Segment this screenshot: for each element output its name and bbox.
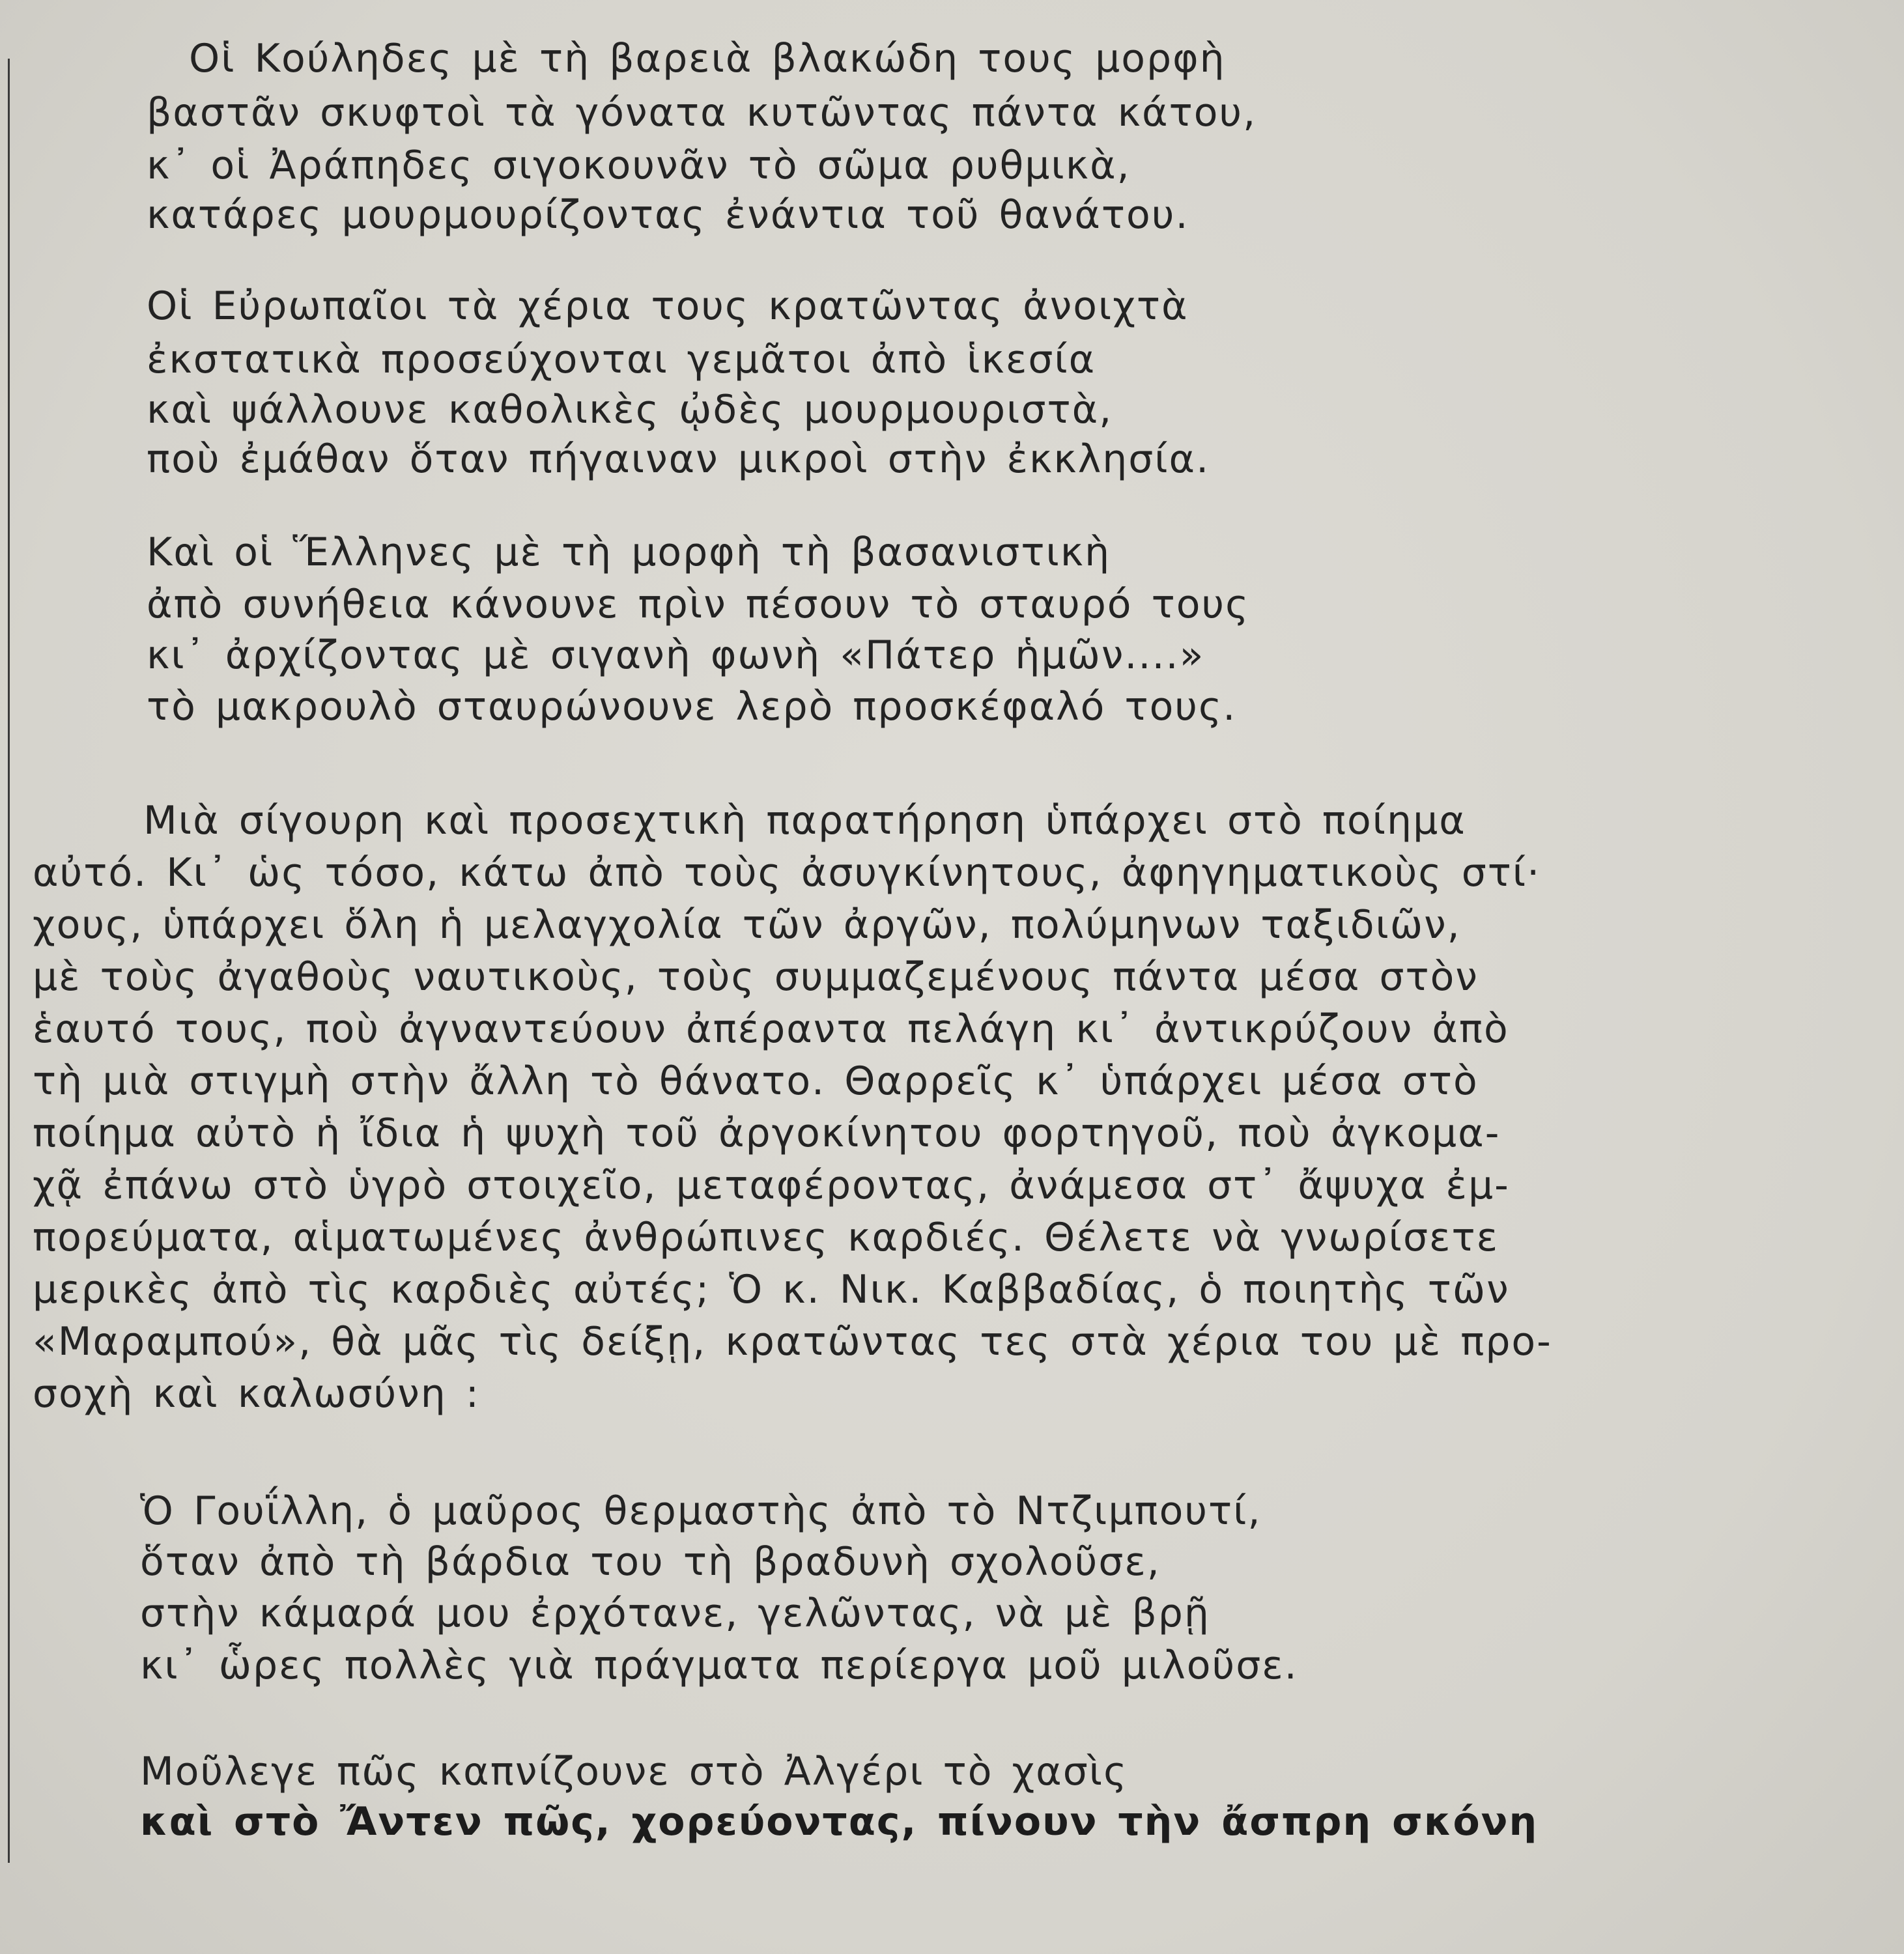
prose-line-2: αὐτό. Κι᾽ ὡς τόσο, κάτω ἀπὸ τοὺς ἀσυγκίνητους, ἀφηγηματικοὺς στί·: [33, 850, 1541, 896]
stanza-1-line-1: Οἱ Κούληδες μὲ τὴ βαρειὰ βλακώδη τους μορφὴ: [189, 36, 1226, 81]
stanza-3-line-1: Καὶ οἱ Ἕλληνες μὲ τὴ μορφὴ τὴ βασανιστικὴ: [147, 530, 1111, 575]
stanza-4-line-2: ὅταν ἀπὸ τὴ βάρδια του τὴ βραδυνὴ σχολοῦσε,: [140, 1539, 1161, 1585]
prose-line-12: σοχὴ καὶ καλωσύνη :: [33, 1371, 481, 1417]
prose-line-5: ἑαυτό τους, ποὺ ἀγναντεύουν ἀπέραντα πελάγη κι᾽ ἀντικρύζουν ἀπὸ: [33, 1006, 1509, 1052]
stanza-5-line-2: καὶ στὸ Ἄντεν πῶς, χορεύοντας, πίνουν τὴν ἄσπρη σκόνη: [140, 1799, 1539, 1845]
stanza-3-line-4: τὸ μακρουλὸ σταυρώνουνε λερὸ προσκέφαλό τους.: [147, 684, 1237, 729]
stanza-4-line-1: Ὁ Γουΐλλη, ὁ μαῦρος θερμαστὴς ἀπὸ τὸ Ντζιμπουτί,: [140, 1488, 1262, 1534]
stanza-4-line-3: στὴν κάμαρά μου ἐρχότανε, γελῶντας, νὰ μὲ βρῇ: [140, 1591, 1210, 1636]
stanza-5-line-1: Μοῦλεγε πῶς καπνίζουνε στὸ Ἀλγέρι τὸ χασὶς: [140, 1749, 1128, 1794]
prose-line-6: τὴ μιὰ στιγμὴ στὴν ἄλλη τὸ θάνατο. Θαρρεῖς κ᾽ ὑπάρχει μέσα στὸ: [33, 1058, 1479, 1104]
stanza-1-line-2: βαστᾶν σκυφτοὶ τὰ γόνατα κυτῶντας πάντα κάτου,: [147, 90, 1257, 135]
prose-line-3: χους, ὑπάρχει ὅλη ἡ μελαγχολία τῶν ἀργῶν, πολύμηνων ταξιδιῶν,: [33, 902, 1461, 948]
prose-line-10: μερικὲς ἀπὸ τὶς καρδιὲς αὐτές; Ὁ κ. Νικ. Καββαδίας, ὁ ποιητὴς τῶν: [33, 1267, 1510, 1312]
stanza-4-line-4: κι᾽ ὧρες πολλὲς γιὰ πράγματα περίεργα μοῦ μιλοῦσε.: [140, 1643, 1298, 1688]
prose-line-11: «Μαραμπού», θὰ μᾶς τὶς δείξῃ, κρατῶντας τες στὰ χέρια του μὲ προ-: [33, 1319, 1552, 1365]
prose-line-8: χᾷ ἐπάνω στὸ ὑγρὸ στοιχεῖο, μεταφέροντας, ἀνάμεσα στ᾽ ἄψυχα ἐμ-: [33, 1163, 1510, 1208]
prose-line-4: μὲ τοὺς ἀγαθοὺς ναυτικοὺς, τοὺς συμμαζεμένους πάντα μέσα στὸν: [33, 954, 1479, 1000]
stanza-1-line-3: κ᾽ οἱ Ἀράπηδες σιγοκουνᾶν τὸ σῶμα ρυθμικὰ,: [147, 143, 1131, 188]
stanza-2-line-4: ποὺ ἐμάθαν ὅταν πήγαιναν μικροὶ στὴν ἐκκλησία.: [147, 436, 1210, 482]
stanza-2-line-1: Οἱ Εὐρωπαῖοι τὰ χέρια τους κρατῶντας ἀνοιχτὰ: [147, 283, 1189, 329]
prose-line-1: Μιὰ σίγουρη καὶ προσεχτικὴ παρατήρηση ὑπάρχει στὸ ποίημα: [143, 798, 1466, 843]
stanza-2-line-3: καὶ ψάλλουνε καθολικὲς ᾠδὲς μουρμουριστὰ,: [147, 387, 1113, 432]
stanza-3-line-2: ἀπὸ συνήθεια κάνουνε πρὶν πέσουν τὸ σταυρό τους: [147, 582, 1250, 627]
prose-line-9: πορεύματα, αἱματωμένες ἀνθρώπινες καρδιές. Θέλετε νὰ γνωρίσετε: [33, 1215, 1499, 1260]
prose-line-7: ποίημα αὐτὸ ἡ ἴδια ἡ ψυχὴ τοῦ ἀργοκίνητου φορτηγοῦ, ποὺ ἀγκομα-: [33, 1111, 1501, 1156]
stanza-3-line-3: κι᾽ ἀρχίζοντας μὲ σιγανὴ φωνὴ «Πάτερ ἡμῶν....»: [147, 632, 1205, 678]
stanza-2-line-2: ἐκστατικὰ προσεύχονται γεμᾶτοι ἀπὸ ἱκεσία: [147, 337, 1096, 382]
stanza-1-line-4: κατάρες μουρμουρίζοντας ἐνάντια τοῦ θανάτου.: [147, 192, 1189, 238]
